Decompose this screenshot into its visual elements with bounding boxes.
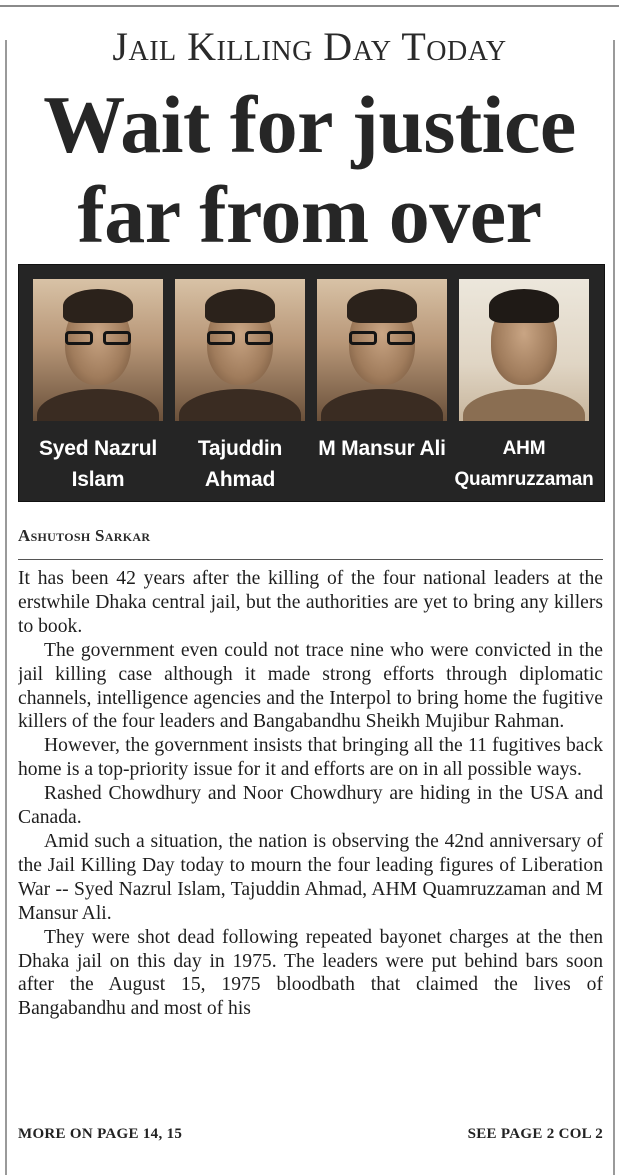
photo-caption: Tajuddin Ahmad [197, 437, 283, 491]
photo-caption: M Mansur Ali [318, 437, 446, 460]
paragraph: Rashed Chowdhury and Noor Chowdhury are hiding in the USA and Canada. [18, 783, 603, 829]
kicker: Jail Killing Day Today [112, 24, 507, 69]
byline-rule [18, 559, 603, 560]
top-border [0, 5, 619, 7]
portrait-3 [317, 279, 447, 421]
portrait-4 [459, 279, 589, 421]
photo-strip [18, 264, 605, 502]
paragraph: Amid such a situation, the nation is observing the 42nd anniversary of the Jail Killing Day today to mourn the four leading figures of Liberation War -- Syed Nazrul Islam, Tajuddin Ahmad, AHM Quamruzzaman and M Mansur Ali. [18, 830, 603, 924]
byline: Ashutosh Sarkar [18, 526, 151, 545]
article-body [18, 567, 603, 1127]
see-page-link: SEE PAGE 2 COL 2 [467, 1126, 603, 1142]
paragraph: However, the government insists that bringing all the 11 fugitives back home is a top-priority issue for it and efforts are on in all possible ways. [18, 735, 603, 781]
photo-caption: AHM Quamruzzaman [454, 438, 594, 490]
photo-caption: Syed Nazrul Islam [38, 437, 157, 491]
portrait-2 [175, 279, 305, 421]
more-on-page-link: MORE ON PAGE 14, 15 [18, 1126, 183, 1142]
paragraph: It has been 42 years after the killing of the four national leaders at the erstwhile Dhaka central jail, but the authorities are yet to bring any killers to book. [18, 568, 603, 637]
headline: Wait for justice far from over [43, 79, 576, 260]
paragraph: They were shot dead following repeated bayonet charges at the then Dhaka jail on this day in 1975. The leaders were put behind bars soon after the August 15, 1975 bloodbath that claimed the lives of Bangabandhu and most of his [18, 926, 603, 1020]
paragraph: The government even could not trace nine who were convicted in the jail killing case although it made strong efforts through diplomatic channels, intelligence agencies and the Interpol to bring home the fugitive killers of the four leaders and Bangabandhu Sheikh Mujibur Rahman. [18, 639, 603, 733]
portrait-1 [33, 279, 163, 421]
